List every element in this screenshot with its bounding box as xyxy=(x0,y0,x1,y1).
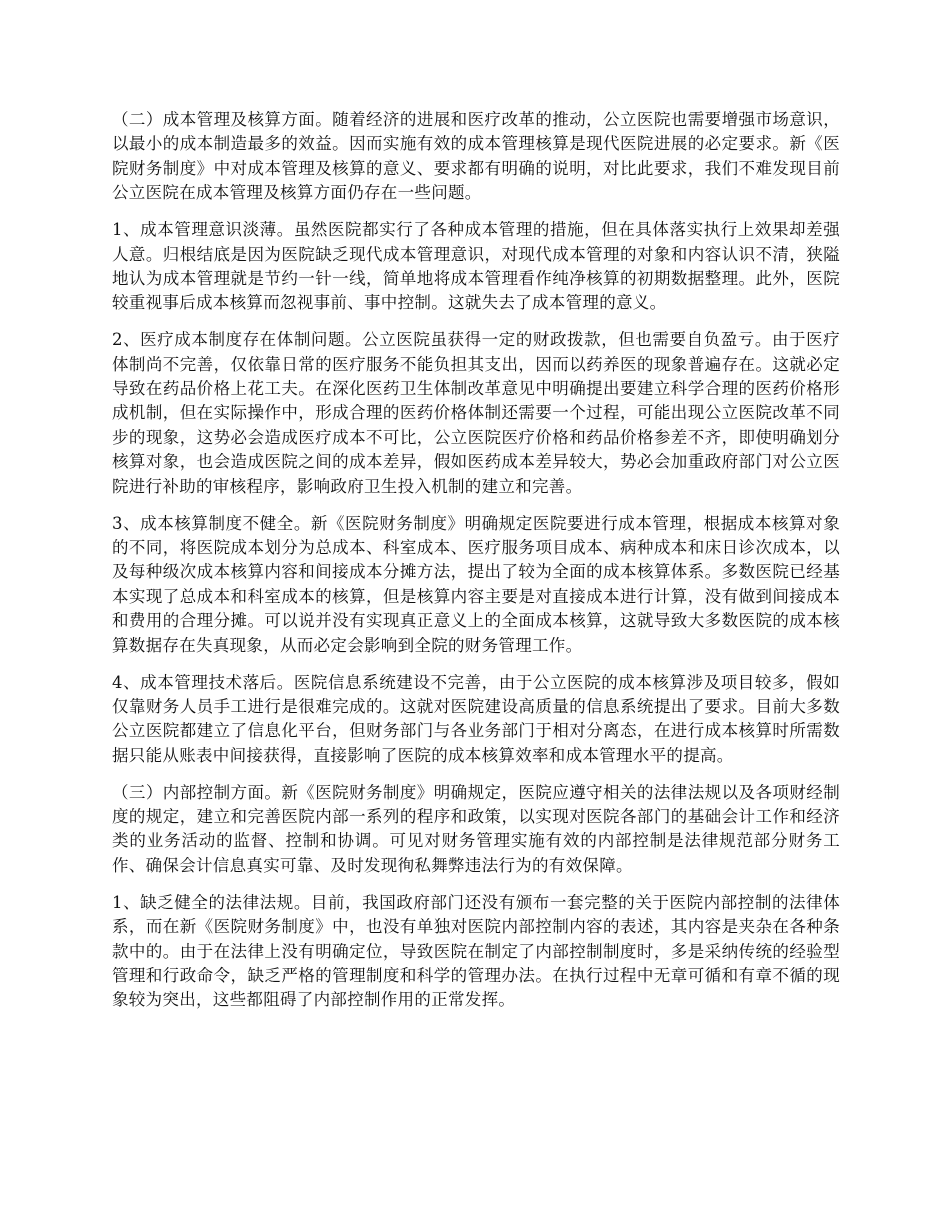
paragraph-cost-management-technology: 4、成本管理技术落后。医院信息系统建设不完善，由于公立医院的成本核算涉及项目较多，假如仅靠财务人员手工进行是很难完成的。这就对医院建设高质量的信息系统提出了要求。目前大多数公立医院都建立了信息化平台，但财务部门与各业务部门于相对分离态，在进行成本核算时所需数据只能从账表中间接获得，直接影响了医院的成本核算效率和成本管理水平的提高。 xyxy=(112,672,840,765)
paragraph-cost-awareness: 1、成本管理意识淡薄。虽然医院都实行了各种成本管理的措施，但在具体落实执行上效果却差强人意。归根结底是因为医院缺乏现代成本管理意识，对现代成本管理的对象和内容认识不清，狭隘地认为成本管理就是节约一针一线，简单地将成本管理看作纯净核算的初期数据整理。此外，医院较重视事后成本核算而忽视事前、事中控制。这就失去了成本管理的意义。 xyxy=(112,220,840,313)
document-body xyxy=(112,108,840,1025)
paragraph-cost-accounting-system: 3、成本核算制度不健全。新《医院财务制度》明确规定医院要进行成本管理，根据成本核算对象的不同，将医院成本划分为总成本、科室成本、医疗服务项目成本、病种成本和床日诊次成本，以及每种级次成本核算内容和间接成本分摊方法，提出了较为全面的成本核算体系。多数医院已经基本实现了总成本和科室成本的核算，但是核算内容主要是对直接成本进行计算，没有做到间接成本和费用的合理分摊。可以说并没有实现真正意义上的全面成本核算，这就导致大多数医院的成本核算数据存在失真现象，从而必定会影响到全院的财务管理工作。 xyxy=(112,513,840,655)
paragraph-medical-cost-system: 2、医疗成本制度存在体制问题。公立医院虽获得一定的财政拨款，但也需要自负盈亏。由于医疗体制尚不完善，仅依靠日常的医疗服务不能负担其支出，因而以药养医的现象普遍存在。这就必定导致在药品价格上花工夫。在深化医药卫生体制改革意见中明确提出要建立科学合理的医药价格形成机制，但在实际操作中，形成合理的医药价格体制还需要一个过程，可能出现公立医院改革不同步的现象，这势必会造成医疗成本不可比，公立医院医疗价格和药品价格参差不齐，即使明确划分核算对象，也会造成医院之间的成本差异，假如医药成本差异较大，势必会加重政府部门对公立医院进行补助的审核程序，影响政府卫生投入机制的建立和完善。 xyxy=(112,330,840,496)
paragraph-cost-management-intro: （二）成本管理及核算方面。随着经济的进展和医疗改革的推动，公立医院也需要增强市场意识，以最小的成本制造最多的效益。因而实施有效的成本管理核算是现代医院进展的必定要求。新《医院财务制度》中对成本管理及核算的意义、要求都有明确的说明，对比此要求，我们不难发现目前公立医院在成本管理及核算方面仍存在一些问题。 xyxy=(112,110,840,203)
paragraph-internal-control-intro: （三）内部控制方面。新《医院财务制度》明确规定，医院应遵守相关的法律法规以及各项财经制度的规定，建立和完善医院内部一系列的程序和政策，以实现对医院各部门的基础会计工作和经济类的业务活动的监督、控制和协调。可见对财务管理实施有效的内部控制是法律规范部分财务工作、确保会计信息真实可靠、及时发现徇私舞弊违法行为的有效保障。 xyxy=(112,782,840,875)
paragraph-laws-regulations: 1、缺乏健全的法律法规。目前，我国政府部门还没有颁布一套完整的关于医院内部控制的法律体系，而在新《医院财务制度》中，也没有单独对医院内部控制内容的表述，其内容是夹杂在各种条款中的。由于在法律上没有明确定位，导致医院在制定了内部控制制度时，多是采纳传统的经验型管理和行政命令，缺乏严格的管理制度和科学的管理办法。在执行过程中无章可循和有章不循的现象较为突出，这些都阻碍了内部控制作用的正常发挥。 xyxy=(112,892,840,1010)
